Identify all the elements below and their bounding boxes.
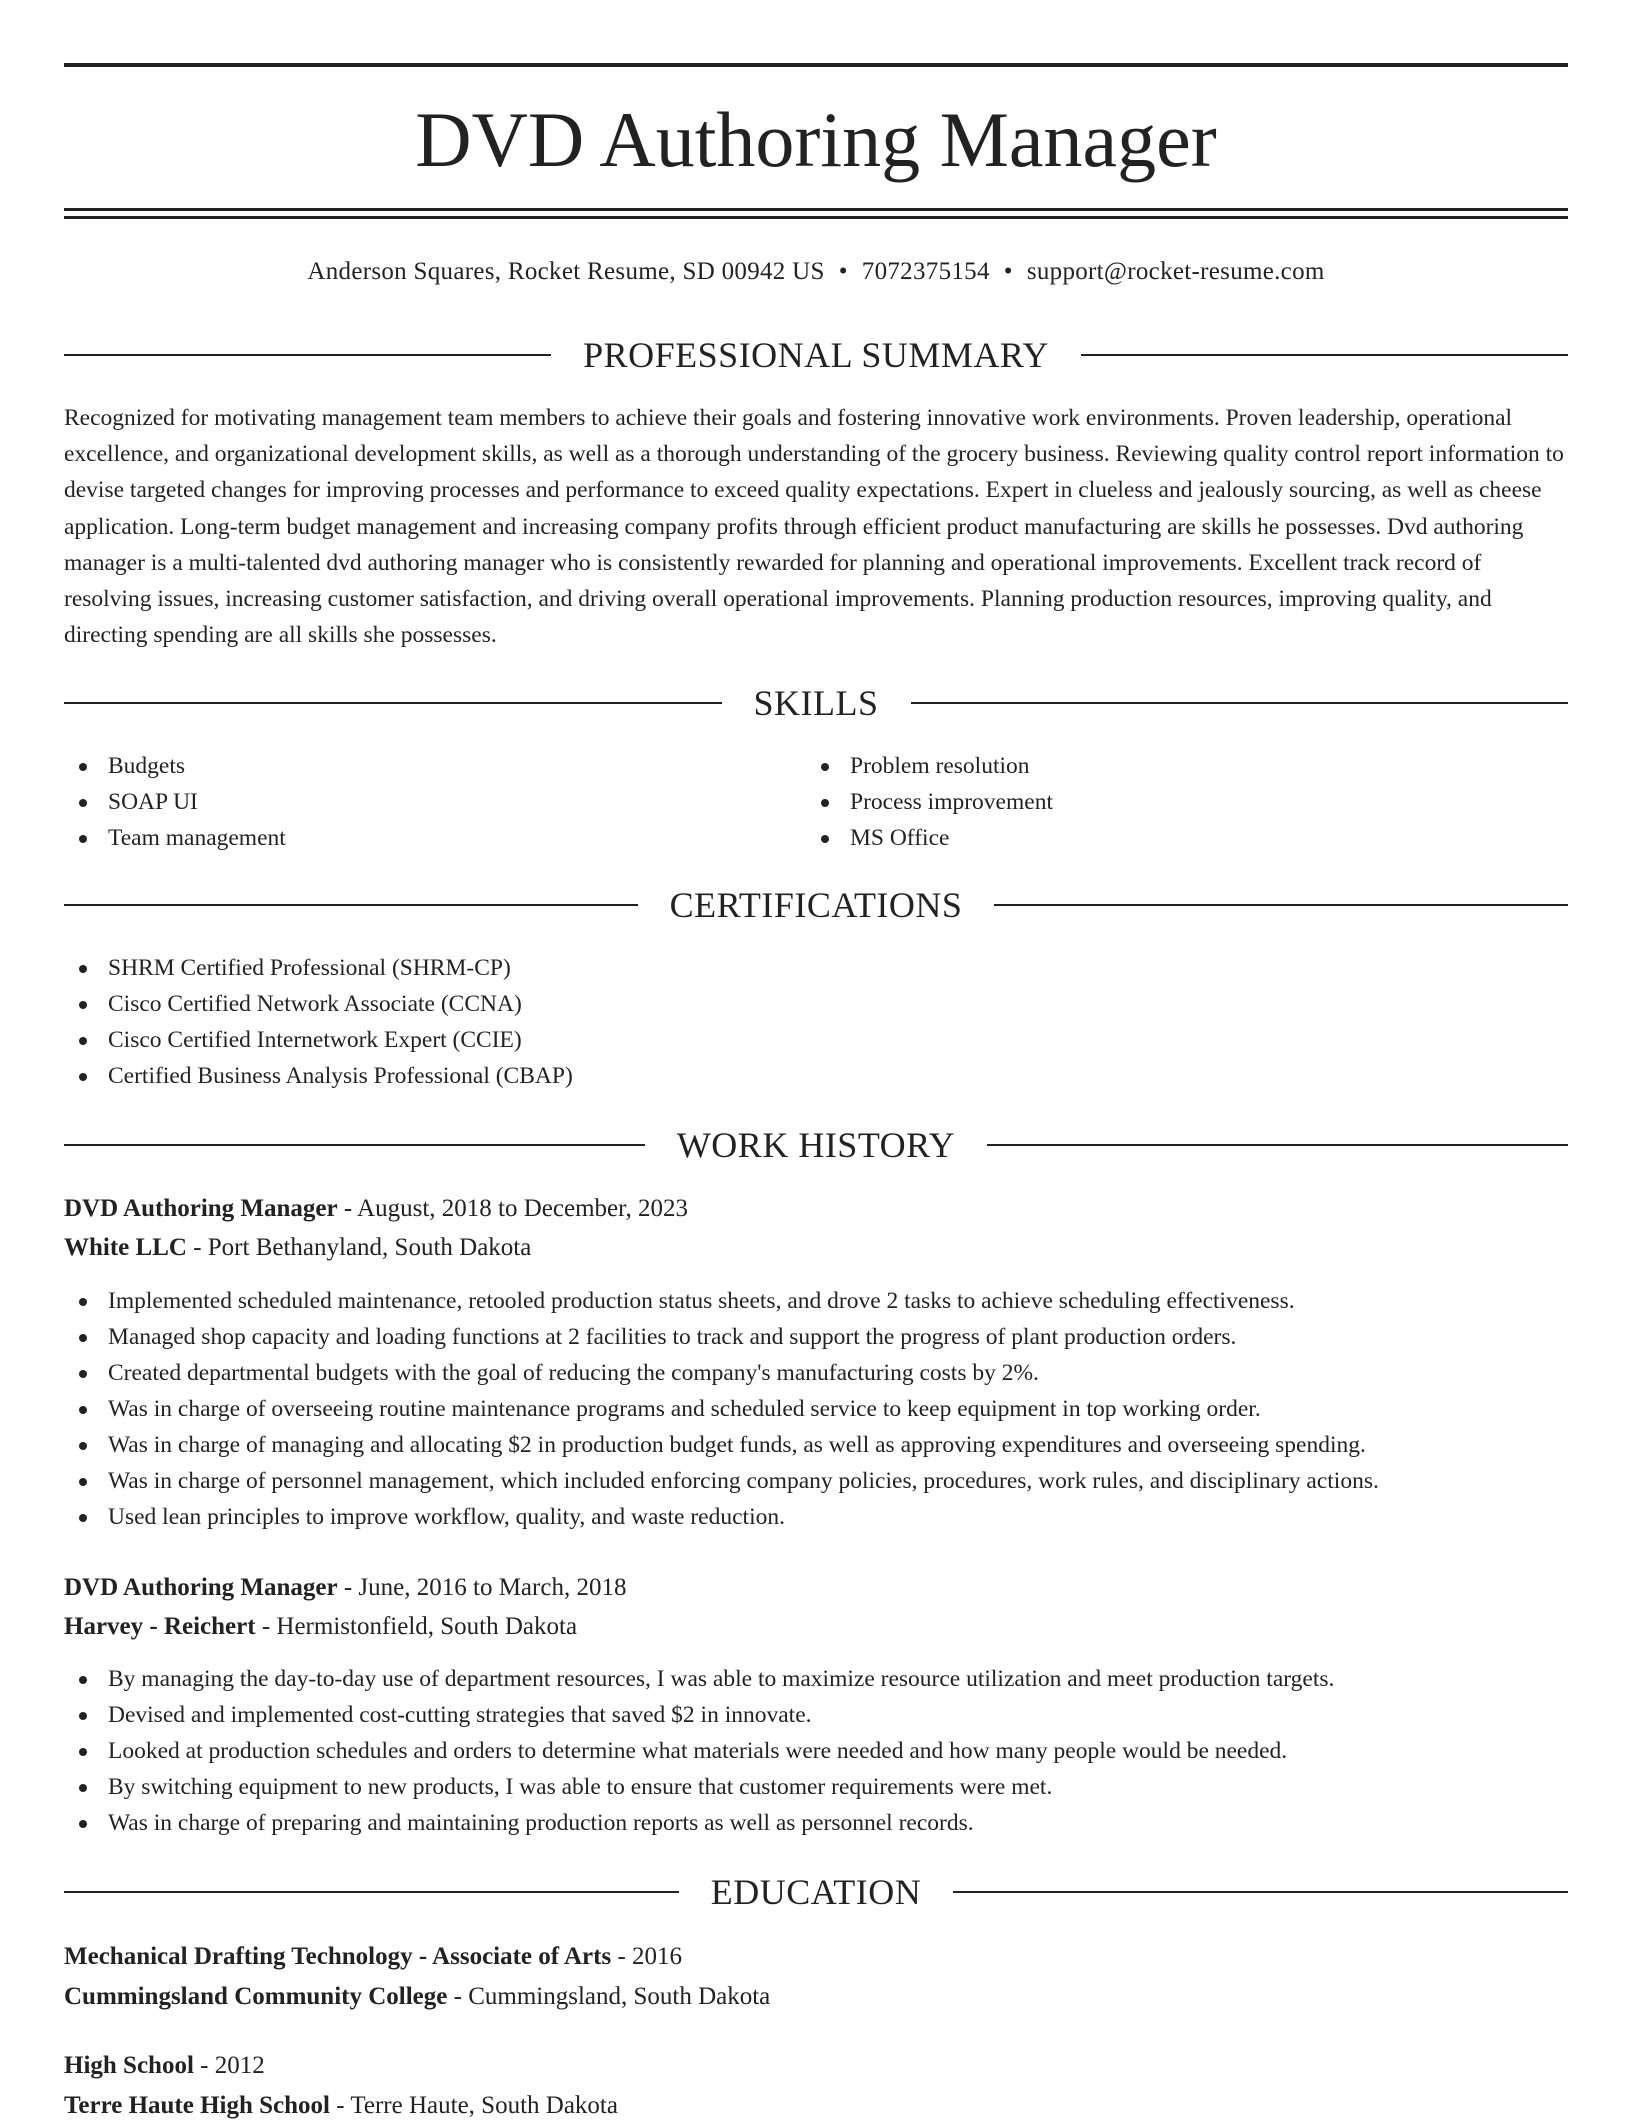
education-school-line (64, 1977, 1568, 2017)
section-title: CERTIFICATIONS (669, 885, 963, 925)
header-double-rule-upper (64, 208, 1568, 211)
certification-item: Cisco Certified Internetwork Expert (CCIE) (64, 1022, 1568, 1058)
section-title: PROFESSIONAL SUMMARY (583, 335, 1049, 375)
education-degree-line (64, 2046, 1568, 2086)
education-degree-line (64, 1937, 1568, 1977)
job-responsibility: Was in charge of overseeing routine maintenance programs and scheduled service to keep equipment in top working order. (64, 1391, 1568, 1427)
job-responsibility: Was in charge of preparing and maintaining production reports as well as personnel records. (64, 1805, 1568, 1841)
skills-list-right (806, 748, 1546, 856)
education-school-line (64, 2086, 1568, 2126)
job-responsibility: Devised and implemented cost-cutting strategies that saved $2 in innovate. (64, 1697, 1568, 1733)
heading-rule-left (64, 1891, 679, 1893)
section-heading-summary (64, 333, 1568, 377)
job-location: - Port Bethanyland, South Dakota (186, 1234, 532, 1261)
education-location: - Terre Haute, South Dakota (329, 2092, 618, 2119)
job-company-line (64, 1607, 1568, 1647)
heading-rule-right (1081, 354, 1568, 356)
contact-address: Anderson Squares, Rocket Resume, SD 00942 US (307, 258, 825, 285)
heading-rule-left (64, 354, 551, 356)
heading-rule-right (994, 904, 1568, 906)
job-responsibilities-list (64, 1661, 1568, 1841)
heading-rule-right (987, 1144, 1568, 1146)
job-responsibility: By managing the day-to-day use of department resources, I was able to maximize resource utilization and meet production targets. (64, 1661, 1568, 1697)
job-responsibilities-list (64, 1283, 1568, 1535)
job-dates: - June, 2016 to March, 2018 (337, 1574, 627, 1601)
header-top-rule (64, 63, 1568, 67)
header-double-rule-lower (64, 216, 1568, 219)
skill-item: Budgets (64, 748, 804, 784)
heading-rule-right (911, 702, 1569, 704)
job-title: DVD Authoring Manager (64, 1574, 338, 1601)
certification-item: Certified Business Analysis Professional (CBAP) (64, 1058, 1568, 1094)
education-school: Cummingsland Community College (64, 1983, 448, 2010)
heading-rule-right (953, 1891, 1568, 1893)
section-title: EDUCATION (710, 1872, 922, 1912)
education-degree: Mechanical Drafting Technology - Associate of Arts (64, 1943, 612, 1970)
resume-title: DVD Authoring Manager (415, 96, 1217, 183)
section-heading-work-history (64, 1123, 1568, 1167)
job-responsibility: Was in charge of personnel management, which included enforcing company policies, procedures, work rules, and disciplinary actions. (64, 1463, 1568, 1499)
job-responsibility: Managed shop capacity and loading functions at 2 facilities to track and support the progress of plant production orders. (64, 1319, 1568, 1355)
skill-item: Process improvement (806, 784, 1546, 820)
contact-line (64, 254, 1568, 290)
job-title-line (64, 1568, 1568, 1608)
heading-rule-left (64, 702, 722, 704)
heading-rule-left (64, 904, 638, 906)
education-school: Terre Haute High School (64, 2092, 330, 2119)
certification-item: SHRM Certified Professional (SHRM-CP) (64, 950, 1568, 986)
education-location: - Cummingsland, South Dakota (447, 1983, 771, 2010)
skill-item: Problem resolution (806, 748, 1546, 784)
section-title: WORK HISTORY (676, 1125, 956, 1165)
certification-item: Cisco Certified Network Associate (CCNA) (64, 986, 1568, 1022)
summary-paragraph: Recognized for motivating management team members to achieve their goals and fostering innovative work environments. Proven leadership, operational excellence, and organizational development skills, as well as a thorough understanding of the grocery business. Reviewing quality control report information to devise targeted changes for improving processes and performance to exceed quality expectations. Expert in clueless and jealously sourcing, as well as cheese application. Long-term budget management and increasing company profits through efficient product manufacturing are skills he possesses. Dvd authoring manager is a multi-talented dvd authoring manager who is consistently rewarded for planning and operational improvements. Excellent track record of resolving issues, increasing customer satisfaction, and driving overall operational improvements. Planning production resources, improving quality, and directing spending are all skills she possesses. (64, 405, 1564, 649)
job-responsibility: Implemented scheduled maintenance, retooled production status sheets, and drove 2 tasks to achieve scheduling effectiveness. (64, 1283, 1568, 1319)
job-responsibility: Created departmental budgets with the goal of reducing the company's manufacturing costs by 2%. (64, 1355, 1568, 1391)
education-year: - 2016 (611, 1943, 683, 1970)
heading-rule-left (64, 1144, 645, 1146)
section-heading-certifications (64, 883, 1568, 927)
job-responsibility: By switching equipment to new products, I was able to ensure that customer requirements were met. (64, 1769, 1568, 1805)
job-location: - Hermistonfield, South Dakota (255, 1613, 578, 1640)
section-heading-skills (64, 681, 1568, 725)
job-title-line (64, 1189, 1568, 1229)
job-company: White LLC (64, 1234, 187, 1261)
contact-phone: 7072375154 (861, 258, 990, 285)
job-company: Harvey - Reichert (64, 1613, 256, 1640)
job-responsibility: Looked at production schedules and orders to determine what materials were needed and how many people would be needed. (64, 1733, 1568, 1769)
education-degree: High School (64, 2052, 194, 2079)
job-dates: - August, 2018 to December, 2023 (337, 1195, 688, 1222)
job-company-line (64, 1228, 1568, 1268)
education-year: - 2012 (193, 2052, 265, 2079)
contact-separator: • (1003, 258, 1013, 285)
contact-email: support@rocket-resume.com (1026, 258, 1325, 285)
skills-list-left (64, 748, 804, 856)
skill-item: MS Office (806, 820, 1546, 856)
skill-item: Team management (64, 820, 804, 856)
contact-separator: • (838, 258, 848, 285)
section-heading-education (64, 1870, 1568, 1914)
job-title: DVD Authoring Manager (64, 1195, 338, 1222)
section-title: SKILLS (753, 683, 879, 723)
certifications-list (64, 950, 1568, 1094)
job-responsibility: Was in charge of managing and allocating $2 in production budget funds, as well as approving expenditures and overseeing spending. (64, 1427, 1568, 1463)
skill-item: SOAP UI (64, 784, 804, 820)
job-responsibility: Used lean principles to improve workflow, quality, and waste reduction. (64, 1499, 1568, 1535)
